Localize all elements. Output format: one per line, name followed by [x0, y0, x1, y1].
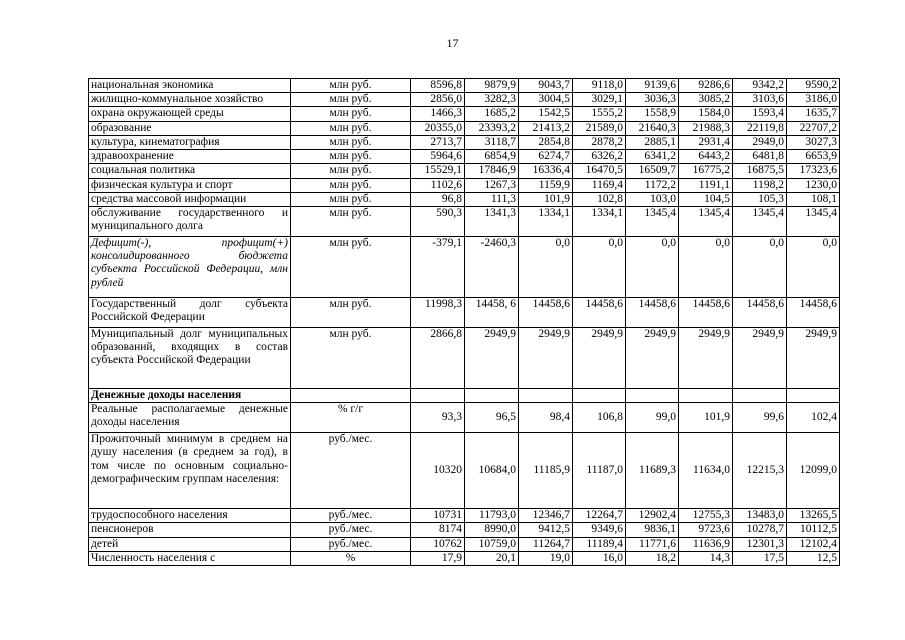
value-cell: 1558,9 [626, 107, 679, 121]
value-cell: 12902,4 [626, 509, 679, 523]
value-cell: 6341,2 [626, 150, 679, 164]
value-cell: 3036,3 [626, 93, 679, 107]
value-cell: 3282,3 [465, 93, 519, 107]
row-label: трудоспособного населения [89, 509, 291, 523]
value-cell: 93,3 [411, 403, 465, 433]
value-cell: 0,0 [787, 236, 840, 297]
indicators-table [88, 78, 840, 566]
table-row [89, 327, 840, 388]
table-row [89, 178, 840, 192]
value-cell: 0,0 [573, 236, 626, 297]
row-label: Государственный долг субъекта Российской Федерации [89, 297, 291, 327]
value-cell: 102,8 [573, 192, 626, 206]
value-cell: 21589,0 [573, 121, 626, 135]
value-cell: 1198,2 [733, 178, 787, 192]
table-row [89, 537, 840, 551]
value-cell: 9590,2 [787, 79, 840, 93]
value-cell: 9412,5 [519, 523, 573, 537]
value-cell: 17846,9 [465, 164, 519, 178]
value-cell: 9118,0 [573, 79, 626, 93]
value-cell [733, 388, 787, 402]
value-cell: 11634,0 [679, 433, 733, 509]
value-cell: 2931,4 [679, 135, 733, 149]
value-cell [626, 388, 679, 402]
value-cell: 10112,5 [787, 523, 840, 537]
row-label: национальная экономика [89, 79, 291, 93]
value-cell: 1466,3 [411, 107, 465, 121]
value-cell: 9836,1 [626, 523, 679, 537]
row-unit: млн руб. [291, 327, 411, 388]
value-cell: 2949,0 [733, 135, 787, 149]
row-unit: млн руб. [291, 178, 411, 192]
table-row [89, 206, 840, 236]
value-cell: 3029,1 [573, 93, 626, 107]
value-cell: 8174 [411, 523, 465, 537]
table-row [89, 164, 840, 178]
value-cell: 12099,0 [787, 433, 840, 509]
value-cell: 10759,0 [465, 537, 519, 551]
value-cell: 11793,0 [465, 509, 519, 523]
row-label: охрана окружающей среды [89, 107, 291, 121]
row-label: Численность населения с [89, 551, 291, 565]
row-label: здравоохранение [89, 150, 291, 164]
value-cell: 16775,2 [679, 164, 733, 178]
value-cell: 12215,3 [733, 433, 787, 509]
value-cell: 3186,0 [787, 93, 840, 107]
value-cell: 2713,7 [411, 135, 465, 149]
value-cell [573, 388, 626, 402]
value-cell: 1593,4 [733, 107, 787, 121]
value-cell: 98,4 [519, 403, 573, 433]
value-cell: 21640,3 [626, 121, 679, 135]
value-cell: 3027,3 [787, 135, 840, 149]
value-cell: 12264,7 [573, 509, 626, 523]
value-cell: 101,9 [679, 403, 733, 433]
value-cell: 14458,6 [733, 297, 787, 327]
value-cell: 0,0 [626, 236, 679, 297]
value-cell: 3118,7 [465, 135, 519, 149]
value-cell: 12755,3 [679, 509, 733, 523]
row-unit: млн руб. [291, 121, 411, 135]
page-number: 17 [446, 36, 459, 50]
value-cell: 6481,8 [733, 150, 787, 164]
value-cell: 2866,8 [411, 327, 465, 388]
value-cell: 21988,3 [679, 121, 733, 135]
value-cell: 102,4 [787, 403, 840, 433]
value-cell: 16,0 [573, 551, 626, 565]
table-row [89, 551, 840, 565]
value-cell: 1334,1 [573, 206, 626, 236]
table-row [89, 523, 840, 537]
row-unit: руб./мес. [291, 509, 411, 523]
value-cell: 14,3 [679, 551, 733, 565]
value-cell: 20,1 [465, 551, 519, 565]
value-cell: 9723,6 [679, 523, 733, 537]
row-unit: млн руб. [291, 164, 411, 178]
value-cell: 6653,9 [787, 150, 840, 164]
value-cell: 22119,8 [733, 121, 787, 135]
table-row [89, 135, 840, 149]
row-unit [291, 388, 411, 402]
row-label: Реальные располагаемые денежные доходы населения [89, 403, 291, 433]
row-label: жилищно-коммунальное хозяйство [89, 93, 291, 107]
value-cell: 11998,3 [411, 297, 465, 327]
value-cell: 16336,4 [519, 164, 573, 178]
value-cell: 99,0 [626, 403, 679, 433]
value-cell: 1191,1 [679, 178, 733, 192]
value-cell: -2460,3 [465, 236, 519, 297]
value-cell: 101,9 [519, 192, 573, 206]
value-cell: 111,3 [465, 192, 519, 206]
value-cell: 17,5 [733, 551, 787, 565]
value-cell: 105,3 [733, 192, 787, 206]
value-cell: 14458,6 [787, 297, 840, 327]
row-unit: % г/г [291, 403, 411, 433]
row-unit: млн руб. [291, 93, 411, 107]
value-cell: 18,2 [626, 551, 679, 565]
value-cell: 17323,6 [787, 164, 840, 178]
value-cell: 1635,7 [787, 107, 840, 121]
value-cell: 2856,0 [411, 93, 465, 107]
row-unit: млн руб. [291, 206, 411, 236]
value-cell: 1172,2 [626, 178, 679, 192]
value-cell: 1102,6 [411, 178, 465, 192]
value-cell [679, 388, 733, 402]
value-cell: 3004,5 [519, 93, 573, 107]
table-row [89, 509, 840, 523]
value-cell: 99,6 [733, 403, 787, 433]
value-cell: 11189,4 [573, 537, 626, 551]
value-cell: 14458,6 [573, 297, 626, 327]
value-cell: 5964,6 [411, 150, 465, 164]
row-label: Дефицит(-), профицит(+) консолидированного бюджета субъекта Российской Федерации, млн рублей [89, 236, 291, 297]
value-cell: 19,0 [519, 551, 573, 565]
section-header-row [89, 388, 840, 402]
value-cell: 0,0 [733, 236, 787, 297]
value-cell: 11771,6 [626, 537, 679, 551]
value-cell: 3085,2 [679, 93, 733, 107]
table-row [89, 150, 840, 164]
row-label: Муниципальный долг муниципальных образований, входящих в состав субъекта Российской Федерации [89, 327, 291, 388]
value-cell: 12346,7 [519, 509, 573, 523]
value-cell: 14458,6 [679, 297, 733, 327]
table-row [89, 192, 840, 206]
row-unit: млн руб. [291, 107, 411, 121]
value-cell: 96,5 [465, 403, 519, 433]
value-cell: 16875,5 [733, 164, 787, 178]
table-row [89, 107, 840, 121]
row-unit: руб./мес. [291, 523, 411, 537]
row-label: образование [89, 121, 291, 135]
row-label: Прожиточный минимум в среднем на душу населения (в среднем за год), в том числе по основным социально-демографическим группам населения: [89, 433, 291, 509]
value-cell: 17,9 [411, 551, 465, 565]
value-cell: 104,5 [679, 192, 733, 206]
value-cell: 106,8 [573, 403, 626, 433]
row-label: социальная политика [89, 164, 291, 178]
value-cell: 11636,9 [679, 537, 733, 551]
row-unit: млн руб. [291, 236, 411, 297]
row-unit: млн руб. [291, 135, 411, 149]
row-unit: руб./мес. [291, 433, 411, 509]
value-cell: 9286,6 [679, 79, 733, 93]
value-cell [465, 388, 519, 402]
row-unit: млн руб. [291, 192, 411, 206]
table-row [89, 121, 840, 135]
value-cell: 8596,8 [411, 79, 465, 93]
value-cell: 10731 [411, 509, 465, 523]
value-cell: 11187,0 [573, 433, 626, 509]
value-cell: 2949,9 [679, 327, 733, 388]
value-cell: 1685,2 [465, 107, 519, 121]
value-cell: 10278,7 [733, 523, 787, 537]
table-row [89, 93, 840, 107]
value-cell: 2949,9 [465, 327, 519, 388]
value-cell: 9043,7 [519, 79, 573, 93]
value-cell: 22707,2 [787, 121, 840, 135]
value-cell: 14458,6 [519, 297, 573, 327]
value-cell: 1267,3 [465, 178, 519, 192]
row-label: детей [89, 537, 291, 551]
value-cell: 1555,2 [573, 107, 626, 121]
table-row [89, 236, 840, 297]
row-label: пенсионеров [89, 523, 291, 537]
value-cell: 1334,1 [519, 206, 573, 236]
value-cell: 1345,4 [626, 206, 679, 236]
value-cell: 590,3 [411, 206, 465, 236]
value-cell: 1345,4 [787, 206, 840, 236]
value-cell: 10684,0 [465, 433, 519, 509]
table-row [89, 79, 840, 93]
value-cell: 6326,2 [573, 150, 626, 164]
value-cell: 1169,4 [573, 178, 626, 192]
value-cell: 2949,9 [787, 327, 840, 388]
table-row [89, 403, 840, 433]
table-row [89, 433, 840, 509]
value-cell: 103,0 [626, 192, 679, 206]
value-cell: 1542,5 [519, 107, 573, 121]
value-cell: 0,0 [679, 236, 733, 297]
value-cell: 1345,4 [733, 206, 787, 236]
value-cell: 2949,9 [519, 327, 573, 388]
value-cell: 96,8 [411, 192, 465, 206]
value-cell: 11185,9 [519, 433, 573, 509]
row-label: культура, кинематография [89, 135, 291, 149]
value-cell: 1341,3 [465, 206, 519, 236]
value-cell: 1584,0 [679, 107, 733, 121]
value-cell: -379,1 [411, 236, 465, 297]
value-cell: 10762 [411, 537, 465, 551]
value-cell: 6854,9 [465, 150, 519, 164]
row-unit: % [291, 551, 411, 565]
value-cell: 1345,4 [679, 206, 733, 236]
value-cell: 20355,0 [411, 121, 465, 135]
value-cell: 12102,4 [787, 537, 840, 551]
section-heading: Денежные доходы населения [89, 388, 291, 402]
value-cell: 1159,9 [519, 178, 573, 192]
value-cell: 9349,6 [573, 523, 626, 537]
row-unit: руб./мес. [291, 537, 411, 551]
value-cell: 108,1 [787, 192, 840, 206]
value-cell: 2878,2 [573, 135, 626, 149]
value-cell: 11689,3 [626, 433, 679, 509]
row-label: физическая культура и спорт [89, 178, 291, 192]
value-cell [411, 388, 465, 402]
value-cell: 9879,9 [465, 79, 519, 93]
row-unit: млн руб. [291, 297, 411, 327]
value-cell: 9342,2 [733, 79, 787, 93]
value-cell: 2949,9 [573, 327, 626, 388]
value-cell: 6443,2 [679, 150, 733, 164]
value-cell: 2949,9 [733, 327, 787, 388]
value-cell: 0,0 [519, 236, 573, 297]
value-cell: 15529,1 [411, 164, 465, 178]
value-cell: 3103,6 [733, 93, 787, 107]
value-cell [519, 388, 573, 402]
value-cell: 9139,6 [626, 79, 679, 93]
row-label: средства массовой информации [89, 192, 291, 206]
row-unit: млн руб. [291, 150, 411, 164]
row-label: обслуживание государственного и муниципального долга [89, 206, 291, 236]
value-cell: 1230,0 [787, 178, 840, 192]
value-cell: 10320 [411, 433, 465, 509]
value-cell: 6274,7 [519, 150, 573, 164]
table-row [89, 297, 840, 327]
value-cell: 14458,6 [626, 297, 679, 327]
value-cell: 2949,9 [626, 327, 679, 388]
value-cell: 16509,7 [626, 164, 679, 178]
value-cell: 14458, 6 [465, 297, 519, 327]
value-cell: 2885,1 [626, 135, 679, 149]
value-cell: 12,5 [787, 551, 840, 565]
value-cell: 16470,5 [573, 164, 626, 178]
value-cell [787, 388, 840, 402]
value-cell: 13483,0 [733, 509, 787, 523]
value-cell: 11264,7 [519, 537, 573, 551]
value-cell: 8990,0 [465, 523, 519, 537]
value-cell: 2854,8 [519, 135, 573, 149]
value-cell: 21413,2 [519, 121, 573, 135]
value-cell: 13265,5 [787, 509, 840, 523]
value-cell: 12301,3 [733, 537, 787, 551]
row-unit: млн руб. [291, 79, 411, 93]
value-cell: 23393,2 [465, 121, 519, 135]
